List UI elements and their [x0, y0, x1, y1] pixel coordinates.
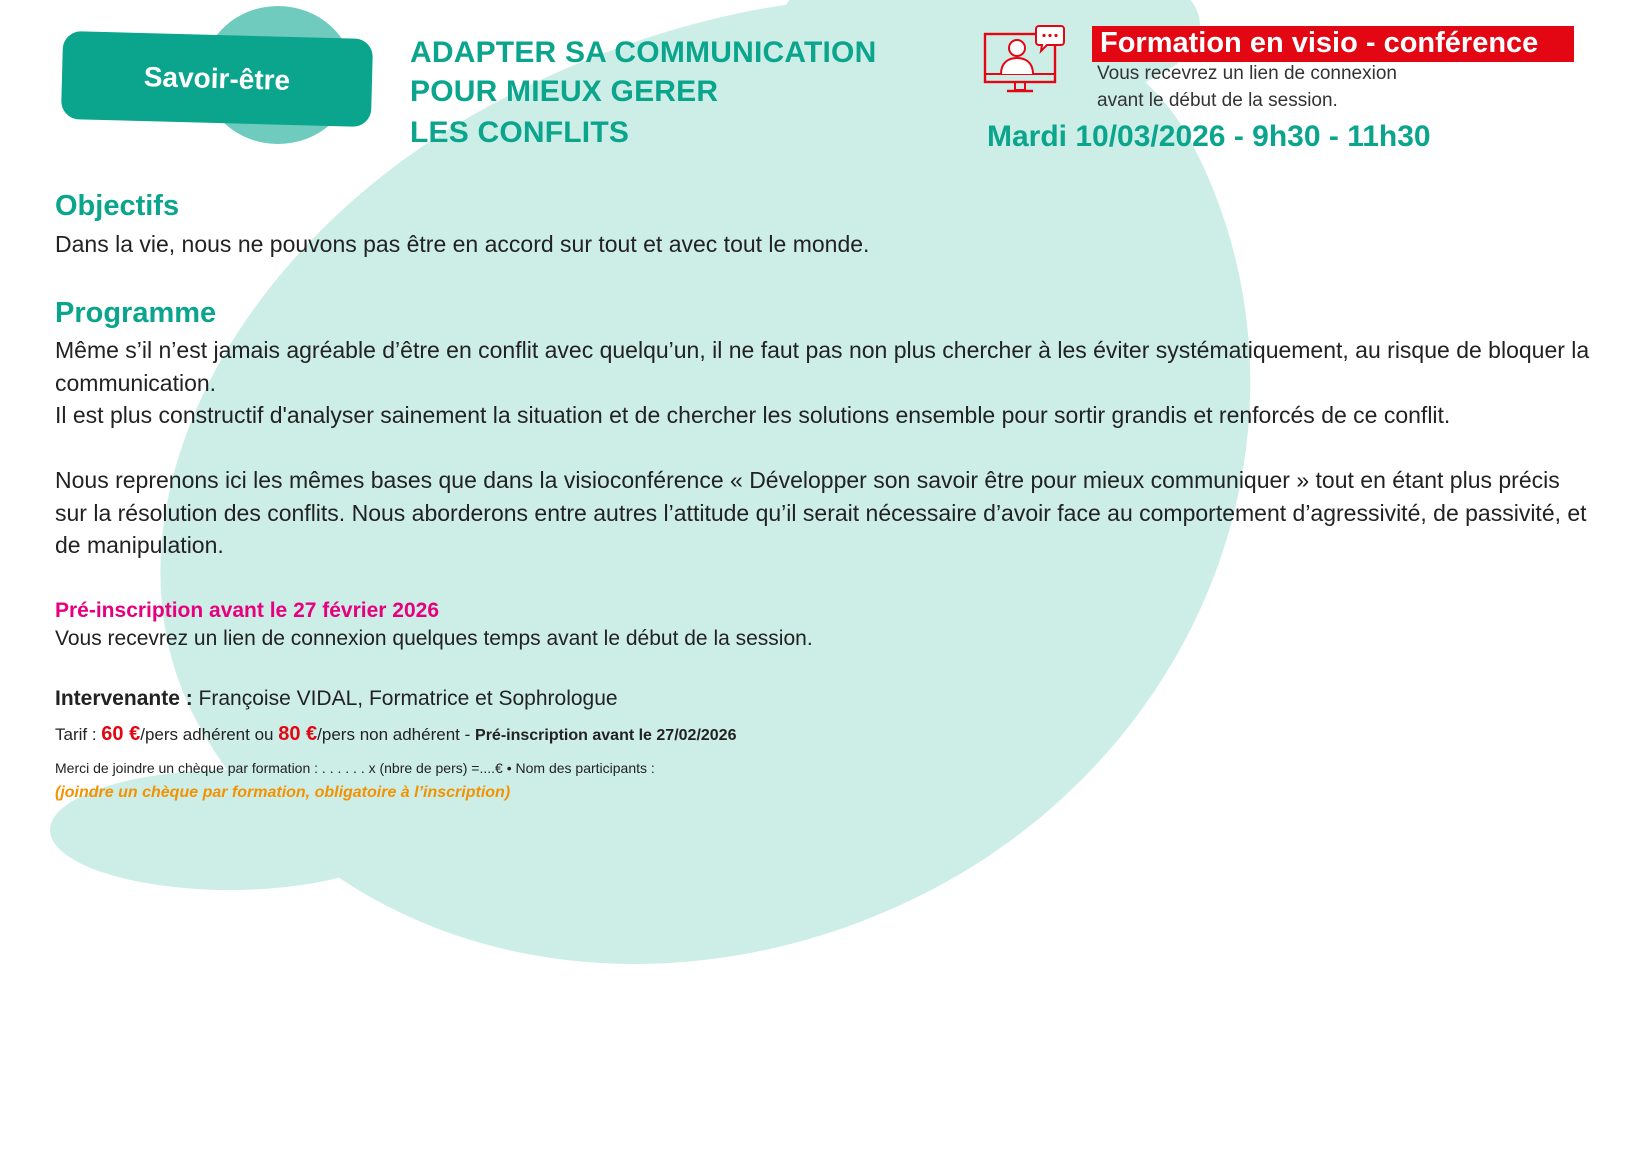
price-nonmember: 80 €: [278, 723, 318, 745]
preinscription-text: Vous recevrez un lien de connexion quelques temps avant le début de la session.: [55, 627, 813, 650]
category-badge: [61, 31, 373, 127]
training-title-line-3: LES CONFLITS: [410, 116, 630, 149]
pricing-label: Tarif :: [55, 725, 97, 744]
price-nonmember-text: /pers non adhérent -: [317, 725, 471, 744]
monitor-person-chat-icon: [983, 24, 1065, 100]
format-label: Formation en visio - conférence: [1100, 27, 1539, 59]
price-member-text: /pers adhérent ou: [140, 725, 274, 744]
pricing-line: [55, 723, 736, 746]
session-date: Mardi 10/03/2026 - 9h30 - 11h30: [987, 120, 1431, 153]
training-title-line-2: POUR MIEUX GERER: [410, 75, 719, 108]
pricing-deadline: Pré-inscription avant le 27/02/2026: [475, 727, 737, 744]
format-note-line-2: avant le début de la session.: [1097, 90, 1338, 111]
speaker-line: [55, 687, 618, 711]
category-badge-label: Savoir-être: [143, 61, 291, 96]
objectifs-heading: Objectifs: [55, 190, 180, 222]
format-banner: [1092, 26, 1574, 62]
preinscription-title: Pré-inscription avant le 27 février 2026: [55, 599, 440, 622]
speaker-label: Intervenante :: [55, 687, 193, 710]
cheque-instruction: Merci de joindre un chèque par formation : . . . . . . x (nbre de pers) =....€ • Nom des participants :: [55, 760, 655, 776]
programme-paragraph-2: Il est plus constructif d'analyser sainement la situation et de chercher les solutions ensemble pour sortir grandis et renforcés de ce conflit.: [55, 402, 1451, 428]
training-title-line-1: ADAPTER SA COMMUNICATION: [410, 36, 877, 69]
price-member: 60 €: [101, 723, 141, 745]
objectifs-text: Dans la vie, nous ne pouvons pas être en accord sur tout et avec tout le monde.: [55, 231, 870, 257]
speaker-name: Françoise VIDAL, Formatrice et Sophrologue: [198, 687, 618, 710]
cheque-note: (joindre un chèque par formation, obligatoire à l’inscription): [55, 784, 511, 801]
programme-paragraph-1: Même s’il n’est jamais agréable d’être en conflit avec quelqu’un, il ne faut pas non plus chercher à les éviter systématiquement, au risque de bloquer la communication.: [55, 337, 1590, 396]
programme-heading: Programme: [55, 297, 217, 329]
format-note-line-1: Vous recevrez un lien de connexion: [1097, 63, 1397, 84]
background-blob: [6, 0, 1444, 1157]
programme-paragraph-3: Nous reprenons ici les mêmes bases que dans la visioconférence « Développer son savoir être pour mieux communiquer » tout en étant plus précis sur la résolution des conflits. Nous aborderons entre autres l’attitude qu’il serait nécessaire d’avoir face au comportement d’agressivité, de passivité, et de manipulation.: [55, 467, 1587, 558]
